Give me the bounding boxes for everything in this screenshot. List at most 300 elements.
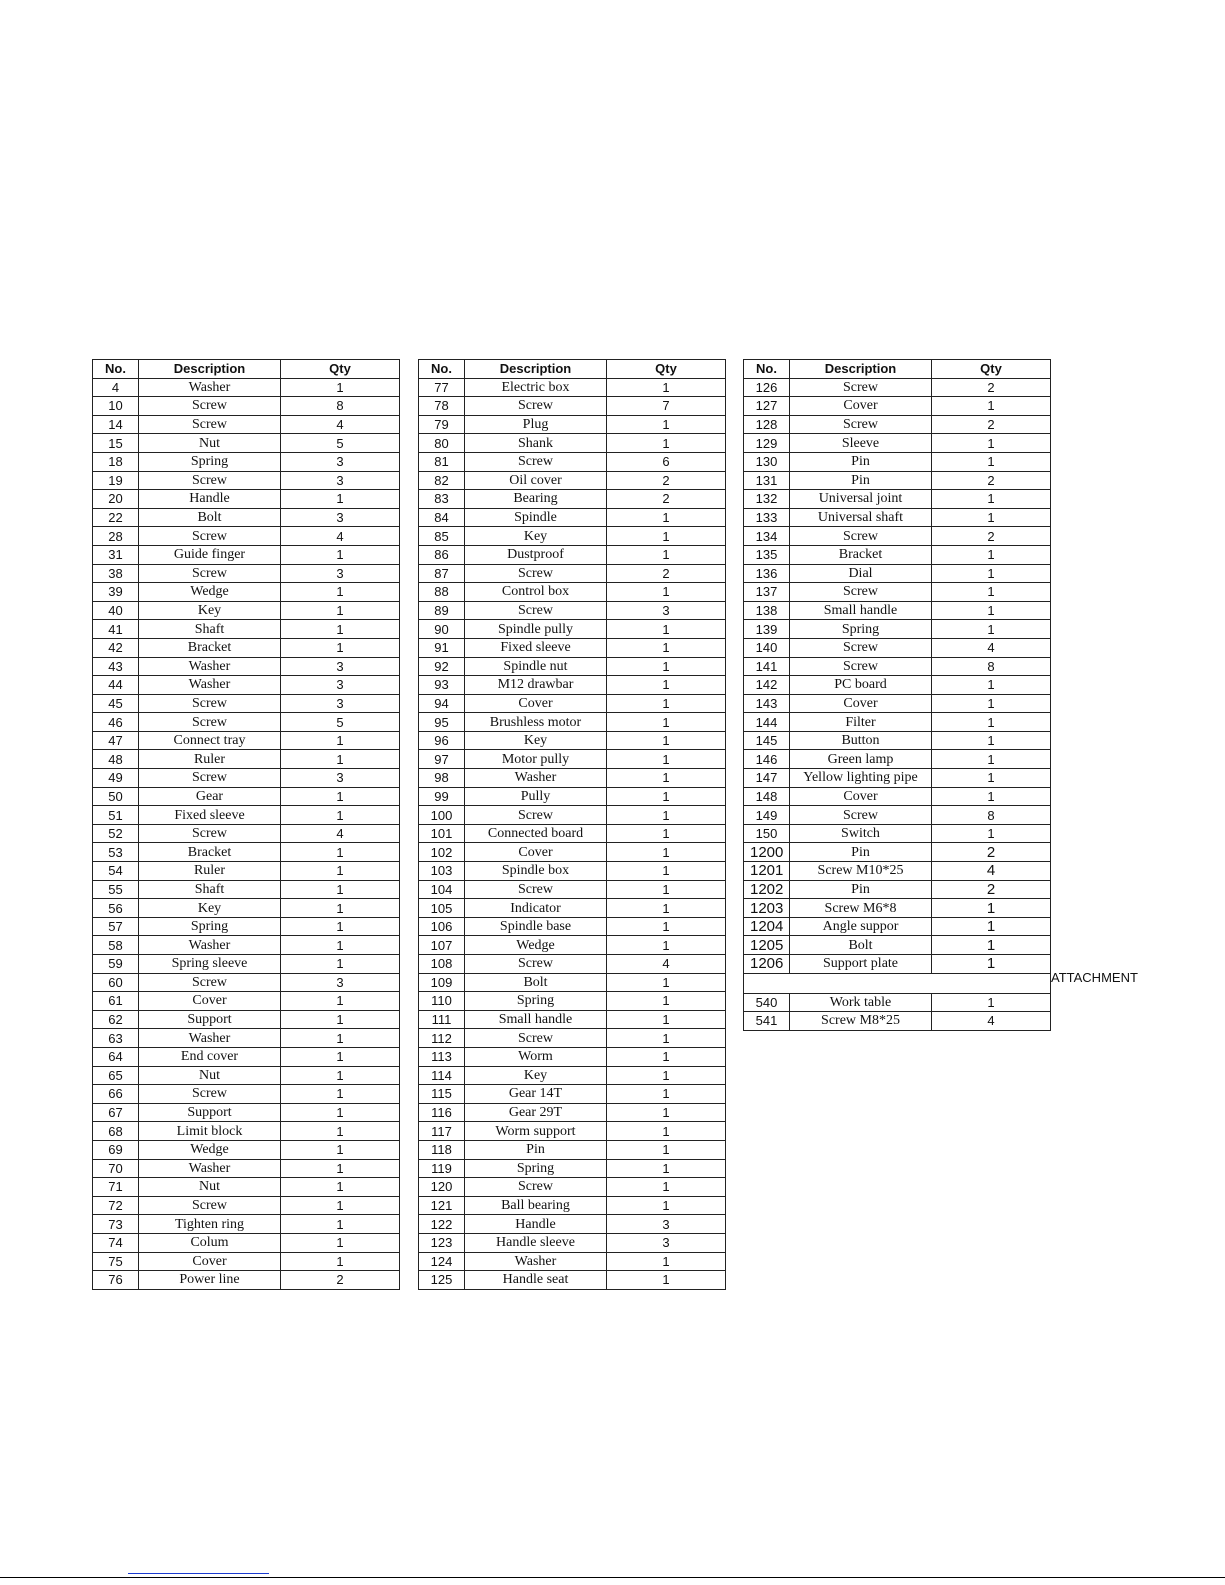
part-qty: 2 xyxy=(607,471,726,490)
part-description: Electric box xyxy=(465,378,607,397)
part-number: 79 xyxy=(419,415,465,434)
part-number: 108 xyxy=(419,955,465,974)
part-qty: 7 xyxy=(607,397,726,416)
table-row xyxy=(93,620,400,639)
table-row xyxy=(744,434,1051,453)
part-number: 57 xyxy=(93,917,139,936)
part-qty: 1 xyxy=(932,490,1051,509)
part-qty: 1 xyxy=(607,769,726,788)
part-number: 1202 xyxy=(744,880,790,899)
table-row xyxy=(93,694,400,713)
part-number: 123 xyxy=(419,1233,465,1252)
part-number: 139 xyxy=(744,620,790,639)
part-number: 73 xyxy=(93,1215,139,1234)
part-qty: 1 xyxy=(607,992,726,1011)
part-qty: 3 xyxy=(281,769,400,788)
part-number: 65 xyxy=(93,1066,139,1085)
part-description: Handle xyxy=(465,1215,607,1234)
part-number: 18 xyxy=(93,452,139,471)
part-description: Screw xyxy=(465,806,607,825)
part-description: Bracket xyxy=(790,545,932,564)
part-qty: 8 xyxy=(932,657,1051,676)
part-qty: 1 xyxy=(281,1103,400,1122)
part-description: Pin xyxy=(790,880,932,899)
table-row xyxy=(93,657,400,676)
part-description: Small handle xyxy=(465,1010,607,1029)
part-number: 53 xyxy=(93,843,139,862)
part-qty: 1 xyxy=(281,1140,400,1159)
part-number: 115 xyxy=(419,1085,465,1104)
table-row xyxy=(419,508,726,527)
part-number: 54 xyxy=(93,862,139,881)
part-number: 141 xyxy=(744,657,790,676)
part-description: Key xyxy=(465,731,607,750)
part-qty: 4 xyxy=(281,527,400,546)
table-row xyxy=(93,583,400,602)
part-description: Universal shaft xyxy=(790,508,932,527)
part-number: 60 xyxy=(93,973,139,992)
table-row xyxy=(419,824,726,843)
table-row xyxy=(744,620,1051,639)
header-no: No. xyxy=(419,360,465,379)
part-number: 102 xyxy=(419,843,465,862)
part-qty: 1 xyxy=(281,1047,400,1066)
part-number: 142 xyxy=(744,676,790,695)
part-number: 101 xyxy=(419,824,465,843)
part-qty: 1 xyxy=(607,434,726,453)
part-qty: 1 xyxy=(281,601,400,620)
part-number: 136 xyxy=(744,564,790,583)
part-qty: 1 xyxy=(281,620,400,639)
table-row xyxy=(93,1196,400,1215)
part-description: Handle xyxy=(139,490,281,509)
part-qty: 1 xyxy=(932,769,1051,788)
part-number: 86 xyxy=(419,545,465,564)
part-number: 133 xyxy=(744,508,790,527)
table-row xyxy=(419,713,726,732)
part-number: 42 xyxy=(93,638,139,657)
part-qty: 1 xyxy=(607,880,726,899)
part-description: Screw xyxy=(139,1196,281,1215)
attachment-label: ATTACHMENT xyxy=(1051,970,1138,985)
part-description: Spring xyxy=(465,992,607,1011)
part-description: Shaft xyxy=(139,880,281,899)
part-description: Green lamp xyxy=(790,750,932,769)
part-number: 105 xyxy=(419,899,465,918)
part-qty: 1 xyxy=(607,694,726,713)
part-description: Cover xyxy=(465,843,607,862)
part-qty: 1 xyxy=(607,545,726,564)
part-qty: 1 xyxy=(607,899,726,918)
table-row xyxy=(419,657,726,676)
table-row xyxy=(419,806,726,825)
part-qty: 1 xyxy=(607,973,726,992)
part-qty: 1 xyxy=(281,638,400,657)
footer-link-underline xyxy=(128,1573,269,1574)
part-description: Key xyxy=(465,1066,607,1085)
table-row xyxy=(419,731,726,750)
part-number: 28 xyxy=(93,527,139,546)
part-description: Screw xyxy=(465,397,607,416)
part-qty: 1 xyxy=(607,731,726,750)
table-row xyxy=(419,1103,726,1122)
table-row xyxy=(419,1066,726,1085)
part-description: Screw xyxy=(465,1029,607,1048)
part-qty: 1 xyxy=(281,1215,400,1234)
table-row xyxy=(419,862,726,881)
table-row xyxy=(419,452,726,471)
part-number: 49 xyxy=(93,769,139,788)
part-qty: 1 xyxy=(281,1029,400,1048)
table-row xyxy=(93,713,400,732)
part-qty: 2 xyxy=(932,843,1051,862)
part-qty: 1 xyxy=(281,917,400,936)
part-number: 20 xyxy=(93,490,139,509)
part-qty: 1 xyxy=(281,1159,400,1178)
part-qty: 4 xyxy=(281,415,400,434)
part-qty: 1 xyxy=(281,1252,400,1271)
part-description: Shaft xyxy=(139,620,281,639)
part-description: Universal joint xyxy=(790,490,932,509)
part-number: 78 xyxy=(419,397,465,416)
table-row xyxy=(93,471,400,490)
table-row xyxy=(93,397,400,416)
part-qty: 1 xyxy=(281,936,400,955)
part-number: 14 xyxy=(93,415,139,434)
table-row xyxy=(93,973,400,992)
part-qty: 1 xyxy=(932,993,1051,1012)
part-qty: 1 xyxy=(607,676,726,695)
part-description: Wedge xyxy=(465,936,607,955)
part-number: 1201 xyxy=(744,862,790,881)
part-number: 95 xyxy=(419,713,465,732)
part-description: Spring xyxy=(139,917,281,936)
table-row xyxy=(93,527,400,546)
table-row xyxy=(93,1066,400,1085)
part-qty: 1 xyxy=(607,1122,726,1141)
part-number: 46 xyxy=(93,713,139,732)
part-number: 127 xyxy=(744,397,790,416)
part-qty: 1 xyxy=(607,1140,726,1159)
table-row xyxy=(744,527,1051,546)
part-description: Screw xyxy=(465,601,607,620)
part-description: Connect tray xyxy=(139,731,281,750)
part-qty: 1 xyxy=(607,657,726,676)
part-qty: 1 xyxy=(607,583,726,602)
part-qty: 1 xyxy=(607,843,726,862)
part-qty: 1 xyxy=(607,1252,726,1271)
part-qty: 2 xyxy=(932,527,1051,546)
part-number: 89 xyxy=(419,601,465,620)
table-row xyxy=(744,471,1051,490)
table-row xyxy=(93,378,400,397)
part-description: Spindle nut xyxy=(465,657,607,676)
part-description: PC board xyxy=(790,676,932,695)
part-description: Plug xyxy=(465,415,607,434)
part-description: Screw xyxy=(790,806,932,825)
part-qty: 1 xyxy=(932,787,1051,806)
part-number: 44 xyxy=(93,676,139,695)
part-qty: 1 xyxy=(607,1178,726,1197)
part-qty: 2 xyxy=(932,880,1051,899)
table-row xyxy=(419,769,726,788)
part-qty: 1 xyxy=(281,1233,400,1252)
part-number: 52 xyxy=(93,824,139,843)
part-description: Screw xyxy=(139,973,281,992)
table-row xyxy=(419,1271,726,1290)
part-number: 145 xyxy=(744,731,790,750)
part-number: 126 xyxy=(744,378,790,397)
part-description: Support xyxy=(139,1010,281,1029)
part-number: 15 xyxy=(93,434,139,453)
table-row xyxy=(419,471,726,490)
table-row xyxy=(419,917,726,936)
table-row xyxy=(419,1196,726,1215)
part-description: Bolt xyxy=(139,508,281,527)
table-row xyxy=(93,824,400,843)
part-number: 76 xyxy=(93,1271,139,1290)
part-number: 1200 xyxy=(744,843,790,862)
table-header-row xyxy=(744,360,1051,379)
header-description: Description xyxy=(139,360,281,379)
part-description: Ruler xyxy=(139,862,281,881)
part-qty: 1 xyxy=(932,936,1051,955)
header-qty: Qty xyxy=(607,360,726,379)
part-description: Connected board xyxy=(465,824,607,843)
part-description: Gear xyxy=(139,787,281,806)
table-row xyxy=(93,1029,400,1048)
part-number: 541 xyxy=(744,1012,790,1031)
part-qty: 1 xyxy=(607,1159,726,1178)
part-description: Washer xyxy=(139,657,281,676)
part-description: Screw xyxy=(465,880,607,899)
part-number: 45 xyxy=(93,694,139,713)
part-number: 22 xyxy=(93,508,139,527)
table-row xyxy=(93,862,400,881)
part-qty: 1 xyxy=(932,694,1051,713)
header-no: No. xyxy=(93,360,139,379)
part-qty: 1 xyxy=(281,787,400,806)
part-qty: 1 xyxy=(607,1066,726,1085)
part-qty: 1 xyxy=(607,936,726,955)
header-qty: Qty xyxy=(932,360,1051,379)
table-row xyxy=(744,880,1051,899)
part-qty: 1 xyxy=(281,1178,400,1197)
table-row xyxy=(744,862,1051,881)
part-qty: 1 xyxy=(932,564,1051,583)
table-row xyxy=(93,1103,400,1122)
table-row xyxy=(93,676,400,695)
part-number: 143 xyxy=(744,694,790,713)
table-row xyxy=(744,731,1051,750)
header-description: Description xyxy=(465,360,607,379)
part-qty: 1 xyxy=(607,917,726,936)
table-row xyxy=(744,899,1051,918)
part-qty: 1 xyxy=(932,452,1051,471)
part-description: Small handle xyxy=(790,601,932,620)
part-qty: 1 xyxy=(932,508,1051,527)
table-row xyxy=(93,1215,400,1234)
table-row xyxy=(744,415,1051,434)
part-qty: 1 xyxy=(932,601,1051,620)
part-number: 72 xyxy=(93,1196,139,1215)
table-row xyxy=(93,750,400,769)
part-description: Wedge xyxy=(139,1140,281,1159)
part-qty: 1 xyxy=(932,824,1051,843)
part-description: Wedge xyxy=(139,583,281,602)
part-description: Screw xyxy=(139,415,281,434)
part-description: Screw xyxy=(139,397,281,416)
table-row xyxy=(419,1140,726,1159)
table-row xyxy=(419,1085,726,1104)
table-row xyxy=(744,936,1051,955)
table-spacer xyxy=(744,973,1051,993)
table-header-row xyxy=(419,360,726,379)
part-number: 88 xyxy=(419,583,465,602)
table-row xyxy=(93,1140,400,1159)
part-description: Nut xyxy=(139,1178,281,1197)
part-number: 1206 xyxy=(744,955,790,974)
part-description: Oil cover xyxy=(465,471,607,490)
table-row xyxy=(419,638,726,657)
part-number: 91 xyxy=(419,638,465,657)
part-qty: 1 xyxy=(932,713,1051,732)
part-description: Washer xyxy=(139,1029,281,1048)
table-row xyxy=(419,1252,726,1271)
part-number: 125 xyxy=(419,1271,465,1290)
part-number: 50 xyxy=(93,787,139,806)
part-description: Guide finger xyxy=(139,545,281,564)
part-qty: 1 xyxy=(932,397,1051,416)
part-description: Cover xyxy=(139,992,281,1011)
part-qty: 2 xyxy=(607,564,726,583)
part-description: Spring xyxy=(139,452,281,471)
part-number: 114 xyxy=(419,1066,465,1085)
part-description: Screw xyxy=(139,713,281,732)
part-qty: 1 xyxy=(932,545,1051,564)
table-row xyxy=(744,378,1051,397)
part-number: 150 xyxy=(744,824,790,843)
table-row xyxy=(744,713,1051,732)
table-row xyxy=(419,843,726,862)
parts-table-2 xyxy=(418,359,726,1290)
table-row xyxy=(419,620,726,639)
part-number: 39 xyxy=(93,583,139,602)
part-number: 55 xyxy=(93,880,139,899)
part-qty: 1 xyxy=(932,434,1051,453)
part-description: Cover xyxy=(465,694,607,713)
part-description: Gear 29T xyxy=(465,1103,607,1122)
table-row xyxy=(419,955,726,974)
part-number: 106 xyxy=(419,917,465,936)
part-description: Pin xyxy=(465,1140,607,1159)
table-row xyxy=(419,583,726,602)
part-number: 70 xyxy=(93,1159,139,1178)
table-row xyxy=(744,397,1051,416)
part-number: 122 xyxy=(419,1215,465,1234)
part-qty: 1 xyxy=(281,1066,400,1085)
part-number: 128 xyxy=(744,415,790,434)
part-qty: 1 xyxy=(607,713,726,732)
part-number: 1205 xyxy=(744,936,790,955)
part-description: Control box xyxy=(465,583,607,602)
part-description: Screw xyxy=(790,415,932,434)
table-row xyxy=(93,601,400,620)
part-qty: 8 xyxy=(932,806,1051,825)
part-qty: 1 xyxy=(607,787,726,806)
table-row xyxy=(419,1047,726,1066)
part-description: Washer xyxy=(139,936,281,955)
table-row xyxy=(419,1122,726,1141)
part-qty: 1 xyxy=(607,824,726,843)
part-qty: 1 xyxy=(607,508,726,527)
part-description: Screw xyxy=(465,1178,607,1197)
part-number: 75 xyxy=(93,1252,139,1271)
parts-table-1 xyxy=(92,359,400,1290)
part-description: Colum xyxy=(139,1233,281,1252)
part-description: Ball bearing xyxy=(465,1196,607,1215)
part-number: 100 xyxy=(419,806,465,825)
part-number: 71 xyxy=(93,1178,139,1197)
part-description: Spindle box xyxy=(465,862,607,881)
table-row xyxy=(93,490,400,509)
part-qty: 3 xyxy=(607,1215,726,1234)
part-qty: 1 xyxy=(932,731,1051,750)
table-row xyxy=(744,769,1051,788)
table-row xyxy=(419,787,726,806)
part-qty: 3 xyxy=(281,452,400,471)
part-number: 81 xyxy=(419,452,465,471)
part-qty: 1 xyxy=(607,1029,726,1048)
table-row xyxy=(419,880,726,899)
table-row xyxy=(93,843,400,862)
part-qty: 1 xyxy=(607,638,726,657)
part-number: 92 xyxy=(419,657,465,676)
part-qty: 1 xyxy=(281,583,400,602)
part-qty: 1 xyxy=(281,490,400,509)
part-description: Motor pully xyxy=(465,750,607,769)
part-number: 64 xyxy=(93,1047,139,1066)
part-qty: 3 xyxy=(281,973,400,992)
part-qty: 1 xyxy=(932,676,1051,695)
part-number: 4 xyxy=(93,378,139,397)
part-number: 69 xyxy=(93,1140,139,1159)
table-row xyxy=(419,397,726,416)
part-description: Spring xyxy=(790,620,932,639)
part-qty: 1 xyxy=(281,1010,400,1029)
part-description: Screw M6*8 xyxy=(790,899,932,918)
table-spacer-row xyxy=(744,973,1051,993)
part-description: Screw xyxy=(465,955,607,974)
part-number: 96 xyxy=(419,731,465,750)
part-number: 118 xyxy=(419,1140,465,1159)
part-description: Filter xyxy=(790,713,932,732)
part-description: Spindle base xyxy=(465,917,607,936)
part-qty: 1 xyxy=(932,583,1051,602)
part-description: Pin xyxy=(790,843,932,862)
part-description: Support plate xyxy=(790,955,932,974)
part-description: Screw M8*25 xyxy=(790,1012,932,1031)
part-qty: 4 xyxy=(932,1012,1051,1031)
header-no: No. xyxy=(744,360,790,379)
part-qty: 6 xyxy=(607,452,726,471)
part-description: Washer xyxy=(139,676,281,695)
part-qty: 1 xyxy=(607,620,726,639)
part-qty: 1 xyxy=(607,527,726,546)
part-description: Cover xyxy=(139,1252,281,1271)
part-number: 135 xyxy=(744,545,790,564)
part-number: 112 xyxy=(419,1029,465,1048)
